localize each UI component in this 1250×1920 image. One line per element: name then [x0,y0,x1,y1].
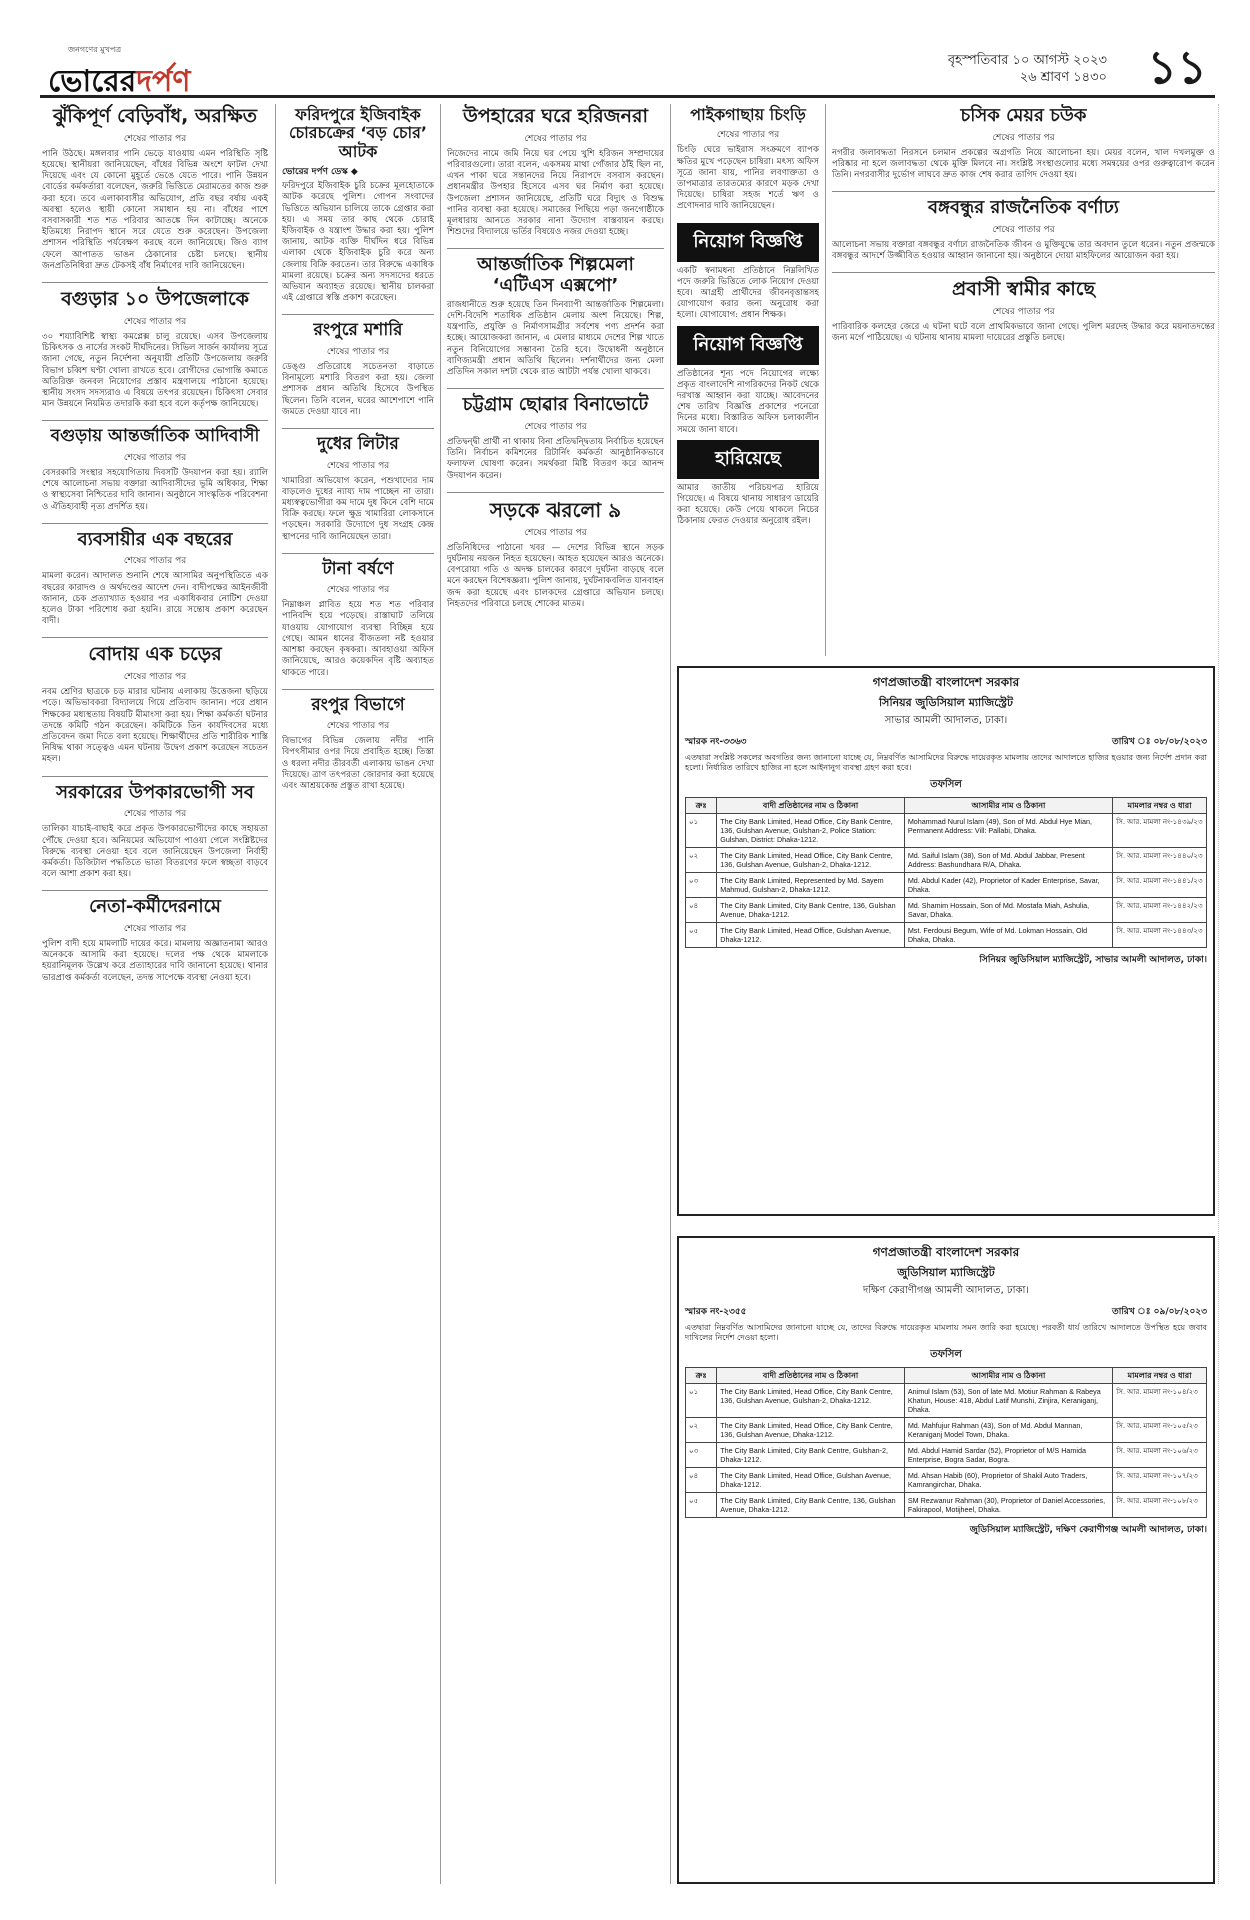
divider [447,248,664,249]
table-row [686,1443,1207,1468]
headline: নেতা-কর্মীদেরনামে [89,896,221,918]
divider [42,637,268,638]
story-body: ৩০ শয্যাবিশিষ্ট স্বাস্থ্য কমপ্লেক্স চালু রয়েছে। এসব উপজেলায় চিকিৎসক ও নার্সের সংকট দীর্ঘদিনের। সিভিল সার্জন কার্যালয় সূত্রে জানা গেছে, নতুন নির্দেশনা অনুযায়ী প্রতিটি উপজেলায় জরুরি বিভাগ চব্বিশ ঘণ্টা খোলা রাখতে হবে। রোগীদের ভোগান্তি কমাতে অতিরিক্ত জনবল নিয়োগের প্রস্তাব মন্ত্রণালয়ে পাঠানো হয়েছে। স্থানীয় সংসদ সদস্যরাও এ বিষয়ে তৎপর রয়েছেন। চিকিৎসা সেবার মান উন্নয়নে নিয়মিত তদারকি করা হবে বলে কর্তৃপক্ষ জানিয়েছে। [42,331,268,410]
column-header: আসামীর নাম ও ঠিকানা [904,1368,1112,1384]
continued-label: শেষের পাতার পর [326,346,390,357]
continued-label: শেষের পাতার পর [992,132,1055,143]
headline: বোদায় এক চড়ের [88,643,222,666]
notice-title: গণপ্রজাতন্ত্রী বাংলাদেশ সরকার [872,675,1020,689]
cell-case: সি. আর. মামলা নং-১০৮/২৩ [1113,1493,1207,1518]
table-row [686,1384,1207,1418]
cell-serial: ০২ [686,848,717,873]
story-body: খামারিরা অভিযোগ করেন, পশুখাদ্যের দাম বাড়লেও দুধের ন্যায্য দাম পাচ্ছেন না তারা। মধ্যস্বত্বভোগীরা কম দামে দুধ কিনে বেশি দামে বিক্রি করছে। ফলে ক্ষুদ্র খামারিরা লোকসানে পড়ছেন। সরকারি উদ্যোগে দুধ সংগ্রহ কেন্দ্র স্থাপনের দাবি জানিয়েছেন তারা। [282,475,434,542]
continued-label: শেষের পাতার পর [123,556,187,567]
story-boda-slap [42,644,268,765]
table-row [686,1493,1207,1518]
cell-case: সি. আর. মামলা নং-১০৪/২৩ [1113,1384,1207,1418]
story-body: তালিকা যাচাই-বাছাই করে প্রকৃত উপকারভোগীদের কাছে সহায়তা পৌঁছে দেওয়া হবে। অনিয়মের অভিযোগ পাওয়া গেলে সংশ্লিষ্টদের বিরুদ্ধে ব্যবস্থা নেওয়া হবে বলে জানিয়েছেন উপজেলা নির্বাহী কর্মকর্তা। ডিজিটাল পদ্ধতিতে ভাতা বিতরণের ফলে স্বচ্ছতা বাড়বে বলে আশা প্রকাশ করা হয়। [42,824,268,880]
column-1 [42,104,268,1884]
continued-label: শেষের পাতার পর [326,460,390,471]
table-row [686,1468,1207,1493]
story-ccc-mayor [832,106,1215,181]
story-heavy-rain [282,560,434,679]
headline: সরকারের উপকারভোগী সব [56,781,254,803]
cell-plaintiff: The City Bank Limited, Represented by Md. Sayem Mahmud, Gulshan-2, Dhaka-1212. [717,873,905,898]
story-milk-litre [282,435,434,543]
column-divider [825,104,826,656]
cell-plaintiff: The City Bank Limited, Head Office, City Bank Centre, 136, Gulshan Avenue, Gulshan-2, Dhaka-1212. [717,848,905,873]
cell-case: সি. আর. মামলা নং-১০৬/২৩ [1113,1443,1207,1468]
cell-case: সি. আর. মামলা নং-১০৫/২৩ [1113,1418,1207,1443]
divider [42,776,268,777]
headline: বঙ্গবন্ধুর রাজনৈতিক বর্ণাঢ্য [928,197,1119,219]
headline: চট্টগ্রাম ছোৱার বিনাভোটে [462,394,649,416]
divider [42,523,268,524]
cell-case: সি. আর. মামলা নং-১৪৪১/২৩ [1113,873,1207,898]
lost-notice-heading: হারিয়েছে [677,440,819,479]
column-4 [677,104,819,656]
cell-accused: Animul Islam (53), Son of late Md. Motiur Rahman & Rabeya Khatun, House: 418, Abdul Latif Munshi, Zinjira, Keraniganj, Dhaka. [904,1384,1112,1418]
continued-label: শেষের পাতার পর [123,672,187,683]
divider [282,314,434,315]
issue-date-english: বৃহস্পতিবার ১০ আগস্ট ২০২৩ [947,53,1107,68]
table-header-row [686,798,1207,814]
headline: ঝুঁকিপূর্ণ বেড়িবাঁধ, অরক্ষিত [53,105,257,127]
story-ats-expo [447,255,664,378]
story-body: রাজধানীতে শুরু হয়েছে তিন দিনব্যাপী আন্তর্জাতিক শিল্পমেলা। দেশি-বিদেশি শতাধিক প্রতিষ্ঠান মেলায় অংশ নিয়েছে। শিল্প, যন্ত্রপাতি, প্রযুক্তি ও নির্মাণসামগ্রীর সর্বশেষ পণ্য প্রদর্শন করা হচ্ছে। আয়োজকরা জানান, এ মেলার মাধ্যমে দেশের শিল্প খাতে নতুন বিনিয়োগের সম্ভাবনা তৈরি হবে। উদ্বোধনী অনুষ্ঠানে বাণিজ্যমন্ত্রী প্রধান অতিথি ছিলেন। দর্শনার্থীদের জন্য মেলা প্রতিদিন সকাল দশটা থেকে রাত আটটা পর্যন্ত খোলা থাকবে। [447,299,664,378]
continued-label: শেষের পাতার পর [123,316,187,327]
table-row [686,873,1207,898]
story-body: নগরীর জলাবদ্ধতা নিরসনে চলমান প্রকল্পের অগ্রগতি নিয়ে আলোচনা হয়। মেয়র বলেন, খাল দখলমুক্ত ও পরিষ্কার না হলে জলাবদ্ধতা থেকে মুক্তি মিলবে না। সংশ্লিষ্ট সংস্থাগুলোর মধ্যে সমন্বয়ের ওপর গুরুত্বারোপ করেন তিনি। নগরবাসীর দুর্ভোগ লাঘবে দ্রুত কাজ শেষ করার তাগিদ দেওয়া হয়। [832,147,1215,181]
headline: টানা বর্ষণে [322,558,394,579]
story-easybike-thief [282,106,434,304]
story-road-accidents [447,499,664,610]
cell-accused: Md. Abdul Kader (42), Proprietor of Kader Enterprise, Savar, Dhaka. [904,873,1112,898]
continued-label: শেষের পাতার পর [123,809,187,820]
cell-accused: Md. Saiful Islam (38), Son of Md. Abdul Jabbar, Present Address: Bashundhara R/A, Dhaka. [904,848,1112,873]
story-expat-husband [832,279,1215,344]
continued-label: শেষের পাতার পর [992,224,1055,235]
headline: বগুড়ায় আন্তর্জাতিক আদিবাসী [50,426,260,447]
newspaper-logo [48,44,191,108]
cell-accused: SM Rezwanur Rahman (30), Proprietor of Daniel Accessories, Fakirapool, Motijheel, Dhaka. [904,1493,1112,1518]
cell-accused: Md. Mahfujur Rahman (43), Son of Md. Abdul Mannan, Keraniganj Model Town, Dhaka. [904,1418,1112,1443]
story-body: আলোচনা সভায় বক্তারা বঙ্গবন্ধুর বর্ণাঢ্য রাজনৈতিক জীবন ও মুক্তিযুদ্ধে তার অবদান তুলে ধরেন। নতুন প্রজন্মকে বঙ্গবন্ধুর আদর্শে উজ্জীবিত হওয়ার আহ্বান জানানো হয়। অনুষ্ঠানে দোয়া মাহফিলের আয়োজন করা হয়। [832,239,1215,262]
cell-plaintiff: The City Bank Limited, Head Office, Gulshan Avenue, Dhaka-1212. [717,923,905,948]
divider [282,689,434,690]
cell-serial: ০৫ [686,1493,717,1518]
cell-plaintiff: The City Bank Limited, City Bank Centre, 136, Gulshan Avenue, Dhaka-1212. [717,1493,905,1518]
cell-plaintiff: The City Bank Limited, Head Office, Gulshan Avenue, Dhaka-1212. [717,1468,905,1493]
story-body: নিজেদের নামে জমি নিয়ে ঘর পেয়ে খুশি হরিজন সম্প্রদায়ের পরিবারগুলো। তারা বলেন, একসময় মাথা গোঁজার ঠাঁই ছিল না, এখন পাকা ঘরে সন্তানদের নিয়ে নিরাপদে বসবাস করছেন। প্রধানমন্ত্রীর উপহার হিসেবে এসব ঘর নির্মাণ করা হয়েছে। উপজেলা প্রশাসন জানিয়েছে, প্রতিটি ঘরে বিদ্যুৎ ও বিশুদ্ধ পানির ব্যবস্থা করা হয়েছে। সমাজের পিছিয়ে পড়া জনগোষ্ঠীকে মূলধারায় আনতে সরকার নানা উদ্যোগ বাস্তবায়ন করছে। শিশুদের বিদ্যালয়ে ভর্তির বিষয়েও নজর দেওয়া হচ্ছে। [447,148,664,238]
continued-label: শেষের পাতার পর [524,133,587,144]
headline: উপহারের ঘরে হরিজনরা [463,105,648,127]
continued-label: শেষের পাতার পর [524,421,587,432]
story-harijan-houses [447,106,664,238]
story-body: ডেঙ্গু প্রতিরোধে সচেতনতা বাড়াতে বিনামূল্যে মশারি বিতরণ করা হয়। জেলা প্রশাসক প্রধান অতিথি হিসেবে উপস্থিত ছিলেন। তিনি বলেন, ঘরের আশেপাশে পানি জমতে দেওয়া যাবে না। [282,361,434,417]
cell-serial: ০১ [686,814,717,848]
headline: প্রবাসী স্বামীর কাছে [952,278,1095,301]
column-divider [440,104,441,1884]
notice-date: তারিখ ঃ ০৯/০৮/২০২৩ [1111,1307,1207,1317]
story-leaders-case [42,897,268,984]
notice-date: তারিখ ঃ ০৮/০৮/২০২৩ [1111,737,1207,747]
story-embankment [42,106,268,272]
story-paikgacha-shrimp [677,106,819,213]
lost-notice-body: আমার জাতীয় পরিচয়পত্র হারিয়ে গিয়েছে। এ বিষয়ে থানায় সাধারণ ডায়েরি করা হয়েছে। কেউ পেয়ে থাকলে নিচের ঠিকানায় ফেরত দেওয়ার অনুরোধ রইল। [677,482,819,527]
court-notice-savar [677,666,1215,1216]
schedule-title: তফসিল [930,779,962,790]
continued-label: শেষের পাতার পর [123,452,187,463]
story-body: নিম্নাঞ্চল প্লাবিত হয়ে শত শত পরিবার পানিবন্দি হয়ে পড়েছে। রাস্তাঘাট তলিয়ে যাওয়ায় যোগাযোগ ব্যবস্থা বিচ্ছিন্ন হয়ে গেছে। আমন ধানের বীজতলা নষ্ট হওয়ার আশঙ্কা করছেন কৃষকরা। আবহাওয়া অফিস জানিয়েছে, আরও কয়েকদিন বৃষ্টি অব্যাহত থাকতে পারে। [282,600,434,678]
notice-text: এতদ্বারা নিম্নবর্ণিত আসামিদের জানানো যাচ্ছে যে, তাদের বিরুদ্ধে দায়েরকৃত মামলায় সমন জারি করা হয়েছে। পরবর্তী ধার্য তারিখে আদালতে উপস্থিত হয়ে জবাব দাখিলের নির্দেশ দেওয়া হলো। [685,1323,1207,1342]
story-bogura-upazila [42,289,268,410]
story-chattogram-uncontested [447,395,664,482]
classified-body: একটি স্বনামধন্য প্রতিষ্ঠানে নিম্নলিখিত পদে জরুরি ভিত্তিতে লোক নিয়োগ দেওয়া হবে। আগ্রহী প্রার্থীদের জীবনবৃত্তান্তসহ যোগাযোগ করার জন্য অনুরোধ করা হলো। যোগাযোগ: প্রধান শিক্ষক। [677,265,819,321]
column-divider [670,104,671,1884]
continued-label: শেষের পাতার পর [524,527,587,538]
headline: ব্যবসায়ীর এক বছরের [77,528,233,550]
column-3 [447,104,664,1884]
story-rangpur-division [282,696,434,793]
story-body: মামলা করেন। আদালত শুনানি শেষে আসামির অনুপস্থিতিতে এক বছরের কারাদণ্ড ও অর্থদণ্ডের আদেশ দেন। বাদীপক্ষের আইনজীবী জানান, চেক প্রত্যাখ্যাত হওয়ার পর একাধিকবার নোটিশ দেওয়া হলেও টাকা পরিশোধ করা হয়নি। রায়ে সন্তোষ প্রকাশ করেছেন বাদী। [42,571,268,627]
cell-case: সি. আর. মামলা নং-১৪৪৩/২৩ [1113,923,1207,948]
column-2 [282,104,434,1884]
story-body: প্রতিদ্বন্দ্বী প্রার্থী না থাকায় বিনা প্রতিদ্বন্দ্বিতায় নির্বাচিত হয়েছেন তিনি। নির্বাচন কমিশনের রিটার্নিং কর্মকর্তা আনুষ্ঠানিকভাবে ফলাফল ঘোষণা করেন। সমর্থকরা মিষ্টি বিতরণ করে আনন্দ উদযাপন করেন। [447,436,664,481]
cell-accused: Mohammad Nurul Islam (49), Son of Md. Abdul Hye Mian, Permanent Address: Vill: Pallabi, Dhaka. [904,814,1112,848]
divider [832,272,1215,273]
masthead [40,40,1215,98]
newspaper-tagline: জনগণের মুখপত্র [68,45,122,54]
cell-plaintiff: The City Bank Limited, Head Office, City Bank Centre, 136, Gulshan Avenue, Gulshan-2, Dhaka-1212. [717,1384,905,1418]
cell-accused: Mst. Ferdousi Begum, Wife of Md. Lokman Hossain, Old Dhaka, Dhaka. [904,923,1112,948]
divider [42,282,268,283]
notice-signature: জুডিসিয়াল ম্যাজিস্ট্রেট, দক্ষিণ কেরাণীগঞ্জ আমলী আদালত, ঢাকা। [969,1525,1207,1535]
divider [282,553,434,554]
story-body: পানি উঠছে। মঙ্গলবার পানি ভেড়ে যাওয়ায় এমন পরিস্থিতি সৃষ্টি হয়েছে। স্থানীয়রা জানিয়েছেন, বাঁধের বিভিন্ন অংশে ফাটল দেখা দিয়েছে এবং যে কোনো মুহূর্তে ভেঙে যেতে পারে। পানি উন্নয়ন বোর্ডের কর্মকর্তারা বলেছেন, জরুরি ভিত্তিতে মেরামতের কাজ শুরু করা হবে। তবে এলাকাবাসীর অভিযোগ, প্রতি বছর বর্ষায় একই অবস্থা হলেও স্থায়ী কোনো সমাধান হয় না। বাঁধের পাশে বসবাসকারী শত শত পরিবার আতঙ্কে দিন কাটাচ্ছে। অনেকে ইতিমধ্যে নিরাপদ স্থানে সরে যেতে শুরু করেছেন। উপজেলা প্রশাসন পরিস্থিতি পর্যবেক্ষণ করছে বলে জানিয়েছে। জিও ব্যাগ ফেলে আপাতত ভাঙন ঠেকানোর চেষ্টা চলছে। স্থানীয় জনপ্রতিনিধিরা দ্রুত টেকসই বাঁধ নির্মাণের দাবি জানিয়েছেন। [42,148,268,271]
notice-court-location: সাভার আমলী আদালত, ঢাকা। [884,715,1008,726]
cell-serial: ০৩ [686,1443,717,1468]
story-businessman-sentence [42,530,268,628]
headline: সড়কে ঝরলো ৯ [489,497,622,522]
schedule-table [685,1367,1207,1518]
page-number: ১১ [1147,40,1207,94]
headline: পাইকগাছায় চিংড়ি [690,105,806,124]
cell-plaintiff: The City Bank Limited, City Bank Centre, 136, Gulshan Avenue, Dhaka-1212. [717,898,905,923]
table-row [686,923,1207,948]
continued-label: শেষের পাতার পর [123,133,187,144]
story-beneficiaries [42,783,268,881]
cell-case: সি. আর. মামলা নং-১০৭/২৩ [1113,1468,1207,1493]
cell-plaintiff: The City Bank Limited, Head Office, City Bank Centre, 136, Gulshan Avenue, Dhaka-1212. [717,1418,905,1443]
cell-accused: Md. Abdul Hamid Sardar (52), Proprietor of M/S Hamida Enterprise, Bogra Sadar, Bogra. [904,1443,1112,1468]
column-header: বাদী প্রতিষ্ঠানের নাম ও ঠিকানা [717,798,905,814]
cell-accused: Md. Shamim Hossain, Son of Md. Mostafa Miah, Ashulia, Savar, Dhaka. [904,898,1112,923]
column-header: ক্রঃ [686,1368,717,1384]
cell-serial: ০২ [686,1418,717,1443]
logo-part-1: ভোরের [48,64,137,99]
notice-title: গণপ্রজাতন্ত্রী বাংলাদেশ সরকার [872,1245,1020,1259]
continued-label: শেষের পাতার পর [992,307,1055,318]
cell-accused: Md. Ahsan Habib (60), Proprietor of Shakil Auto Traders, Kamrangirchar, Dhaka. [904,1468,1112,1493]
classified-heading: নিয়োগ বিজ্ঞপ্তি [677,223,819,262]
story-body: প্রতিনিধিদের পাঠানো খবর — দেশের বিভিন্ন স্থানে সড়ক দুর্ঘটনায় নয়জন নিহত হয়েছেন। আহত হয়েছেন আরও অনেকে। বেপরোয়া গতি ও অদক্ষ চালকের কারণে দুর্ঘটনা বাড়ছে বলে মনে করছেন বিশেষজ্ঞরা। পুলিশ জানায়, দুর্ঘটনাকবলিত যানবাহন জব্দ করা হয়েছে এবং চালকদের গ্রেপ্তারে অভিযান চলছে। নিহতদের পরিবারে চলছে শোকের মাতম। [447,542,664,609]
continued-label: শেষের পাতার পর [123,924,187,935]
divider [282,428,434,429]
logo-part-2: দর্পণ [136,64,191,99]
column-header: মামলার নম্বর ও ধারা [1113,1368,1207,1384]
story-body: পারিবারিক কলহের জেরে এ ঘটনা ঘটে বলে প্রাথমিকভাবে জানা গেছে। পুলিশ মরদেহ উদ্ধার করে ময়নাতদন্তের জন্য মর্গে পাঠিয়েছে। এ ঘটনায় থানায় মামলা দায়েরের প্রস্তুতি চলছে। [832,322,1215,344]
story-rangpur-mosquito-net [282,321,434,418]
cell-plaintiff: The City Bank Limited, City Bank Centre, Gulshan-2, Dhaka-1212. [717,1443,905,1468]
cell-serial: ০৩ [686,873,717,898]
table-header-row [686,1368,1207,1384]
headline: রংপুরে মশারি [313,320,403,341]
cell-serial: ০৪ [686,1468,717,1493]
story-body: ফরিদপুরে ইজিবাইক চুরি চক্রের মূলহোতাকে আটক করেছে পুলিশ। গোপন সংবাদের ভিত্তিতে অভিযান চালিয়ে তাকে গ্রেপ্তার করা হয়। এ সময় তার কাছ থেকে চোরাই ইজিবাইক ও যন্ত্রাংশ উদ্ধার করা হয়। পুলিশ জানায়, আটক ব্যক্তি দীর্ঘদিন ধরে বিভিন্ন এলাকা থেকে ইজিবাইক চুরি করে অন্য জেলায় বিক্রি করতেন। তার বিরুদ্ধে একাধিক মামলা রয়েছে। চক্রের অন্য সদস্যদের ধরতে অভিযান অব্যাহত রয়েছে। স্থানীয় চালকরা এই গ্রেপ্তারে স্বস্তি প্রকাশ করেছেন। [282,181,434,304]
notice-memo: স্মারক নং-৩৩৬৩ [685,737,747,747]
column-header: আসামীর নাম ও ঠিকানা [904,798,1112,814]
notice-court-location: দক্ষিণ কেরাণীগঞ্জ আমলী আদালত, ঢাকা। [863,1285,1029,1296]
divider [447,492,664,493]
notice-signature: সিনিয়র জুডিসিয়াল ম্যাজিস্ট্রেট, সাভার আমলী আদালত, ঢাকা। [979,955,1207,965]
page-edge-strip [1218,104,1228,1884]
headline: রংপুর বিভাগে [311,694,405,715]
story-body: নবম শ্রেণির ছাত্রকে চড় মারার ঘটনায় এলাকায় উত্তেজনা ছড়িয়ে পড়ে। অভিভাবকরা বিদ্যালয়ে গিয়ে প্রতিবাদ জানান। পরে প্রধান শিক্ষকের মধ্যস্থতায় বিষয়টি মীমাংসা করা হয়। শিক্ষা কর্মকর্তা ঘটনার তদন্তে কমিটি গঠন করেছেন। কমিটিকে তিন কার্যদিবসের মধ্যে প্রতিবেদন জমা দিতে বলা হয়েছে। শিক্ষার্থীদের প্রতি শারীরিক শাস্তি নিষিদ্ধ থাকা সত্ত্বেও এমন ঘটনায় উদ্বেগ প্রকাশ করেছেন সচেতন মহল। [42,687,268,765]
cell-serial: ০৪ [686,898,717,923]
continued-label: শেষের পাতার পর [716,130,780,141]
court-notice-keraniganj [677,1236,1215,1884]
cell-case: সি. আর. মামলা নং-১৪৪০/২৩ [1113,848,1207,873]
headline: চসিক মেয়র চউক [960,105,1087,126]
story-body: বেসরকারি সংস্থার সহযোগিতায় দিবসটি উদযাপন করা হয়। র‍্যালি শেষে আলোচনা সভায় বক্তারা আদিবাসীদের ভূমি অধিকার, শিক্ষা ও স্বাস্থ্যসেবা নিশ্চিতের দাবি জানান। অনুষ্ঠানে সাংস্কৃতিক পরিবেশনা ও ঐতিহ্যবাহী নৃত্য প্রদর্শিত হয়। [42,467,268,512]
notice-court: সিনিয়র জুডিসিয়াল ম্যাজিস্ট্রেট [879,696,1013,709]
cell-serial: ০১ [686,1384,717,1418]
divider [42,420,268,421]
notice-memo: স্মারক নং-২৩৫৫ [685,1307,747,1317]
column-header: ক্রঃ [686,798,717,814]
story-bangabandhu [832,198,1215,262]
byline: ভোরের দর্পণ ডেস্ক ◆ [282,167,358,178]
column-header: মামলার নম্বর ও ধারা [1113,798,1207,814]
issue-date-bangla: ২৬ শ্রাবণ ১৪৩০ [1019,70,1107,85]
table-row [686,848,1207,873]
headline: আন্তর্জাতিক শিল্পমেলা ‘এটিএস এক্সপো’ [477,254,634,297]
column-header: বাদী প্রতিষ্ঠানের নাম ও ঠিকানা [717,1368,905,1384]
column-5 [832,104,1215,656]
continued-label: শেষের পাতার পর [326,721,390,732]
cell-plaintiff: The City Bank Limited, Head Office, City Bank Centre, 136, Gulshan Avenue, Gulshan-2, Police Station: Gulshan, District: Dhaka-1212. [717,814,905,848]
divider [447,388,664,389]
headline: দুধের লিটার [317,433,399,454]
classified-body: প্রতিষ্ঠানের শূন্য পদে নিয়োগের লক্ষ্যে প্রকৃত বাংলাদেশি নাগরিকদের নিকট থেকে দরখাস্ত আহ্বান করা যাচ্ছে। আবেদনের শেষ তারিখ বিজ্ঞপ্তি প্রকাশের পনেরো দিনের মধ্যে। বিস্তারিত অফিস চলাকালীন সময়ে জানা যাবে। [677,368,819,435]
cell-serial: ০৫ [686,923,717,948]
continued-label: শেষের পাতার পর [326,585,390,596]
divider [42,890,268,891]
story-body: বিভাগের বিভিন্ন জেলায় নদীর পানি বিপৎসীমার ওপর দিয়ে প্রবাহিত হচ্ছে। তিস্তা ও ধরলা নদীর তীরবর্তী এলাকায় ভাঙন দেখা দিয়েছে। ত্রাণ তৎপরতা জোরদার করা হয়েছে এবং আশ্রয়কেন্দ্র প্রস্তুত রাখা হয়েছে। [282,736,434,792]
table-row [686,1418,1207,1443]
cell-case: সি. আর. মামলা নং-১৪৪২/২৩ [1113,898,1207,923]
classified-heading: নিয়োগ বিজ্ঞপ্তি [677,326,819,365]
table-row [686,898,1207,923]
notice-text: এতদ্বারা সংশ্লিষ্ট সকলের অবগতির জন্য জানানো যাচ্ছে যে, নিম্নবর্ণিত আসামিদের বিরুদ্ধে দায়েরকৃত মামলায় তাদের আদালতে হাজির হওয়ার জন্য নির্দেশ প্রদান করা হলো। নির্ধারিত তারিখে হাজির না হলে আইনানুগ ব্যবস্থা গ্রহণ করা হবে। [685,753,1207,772]
issue-date [948,52,1107,86]
table-row [686,814,1207,848]
divider [832,191,1215,192]
cell-case: সি. আর. মামলা নং-১৪৩৯/২৩ [1113,814,1207,848]
schedule-title: তফসিল [930,1349,962,1360]
column-divider [275,104,276,1884]
story-indigenous-day [42,427,268,512]
story-body: পুলিশ বাদী হয়ে মামলাটি দায়ের করে। মামলায় অজ্ঞাতনামা আরও অনেককে আসামি করা হয়েছে। দলের পক্ষ থেকে মামলাকে হয়রানিমূলক উল্লেখ করে প্রত্যাহারের দাবি জানানো হয়েছে। থানার ভারপ্রাপ্ত কর্মকর্তা বলেছেন, তদন্ত সাপেক্ষে ব্যবস্থা নেওয়া হবে। [42,939,268,983]
headline: বগুড়ার ১০ উপজেলাকে [61,288,249,311]
story-body: চিংড়ি ঘেরে ভাইরাস সংক্রমণে ব্যাপক ক্ষতির মুখে পড়েছেন চাষিরা। মৎস্য অফিস সূত্রে জানা যায়, পানির লবণাক্ততা ও তাপমাত্রার তারতম্যের কারণে মড়ক দেখা দিয়েছে। চাষিরা সহজ শর্তে ঋণ ও প্রণোদনার দাবি জানিয়েছেন। [677,145,819,212]
notice-court: জুডিসিয়াল ম্যাজিস্ট্রেট [897,1266,995,1279]
schedule-table [685,797,1207,948]
headline: ফরিদপুরে ইজিবাইক চোরচক্রের ‘বড় চোর’ আটক [288,105,427,161]
